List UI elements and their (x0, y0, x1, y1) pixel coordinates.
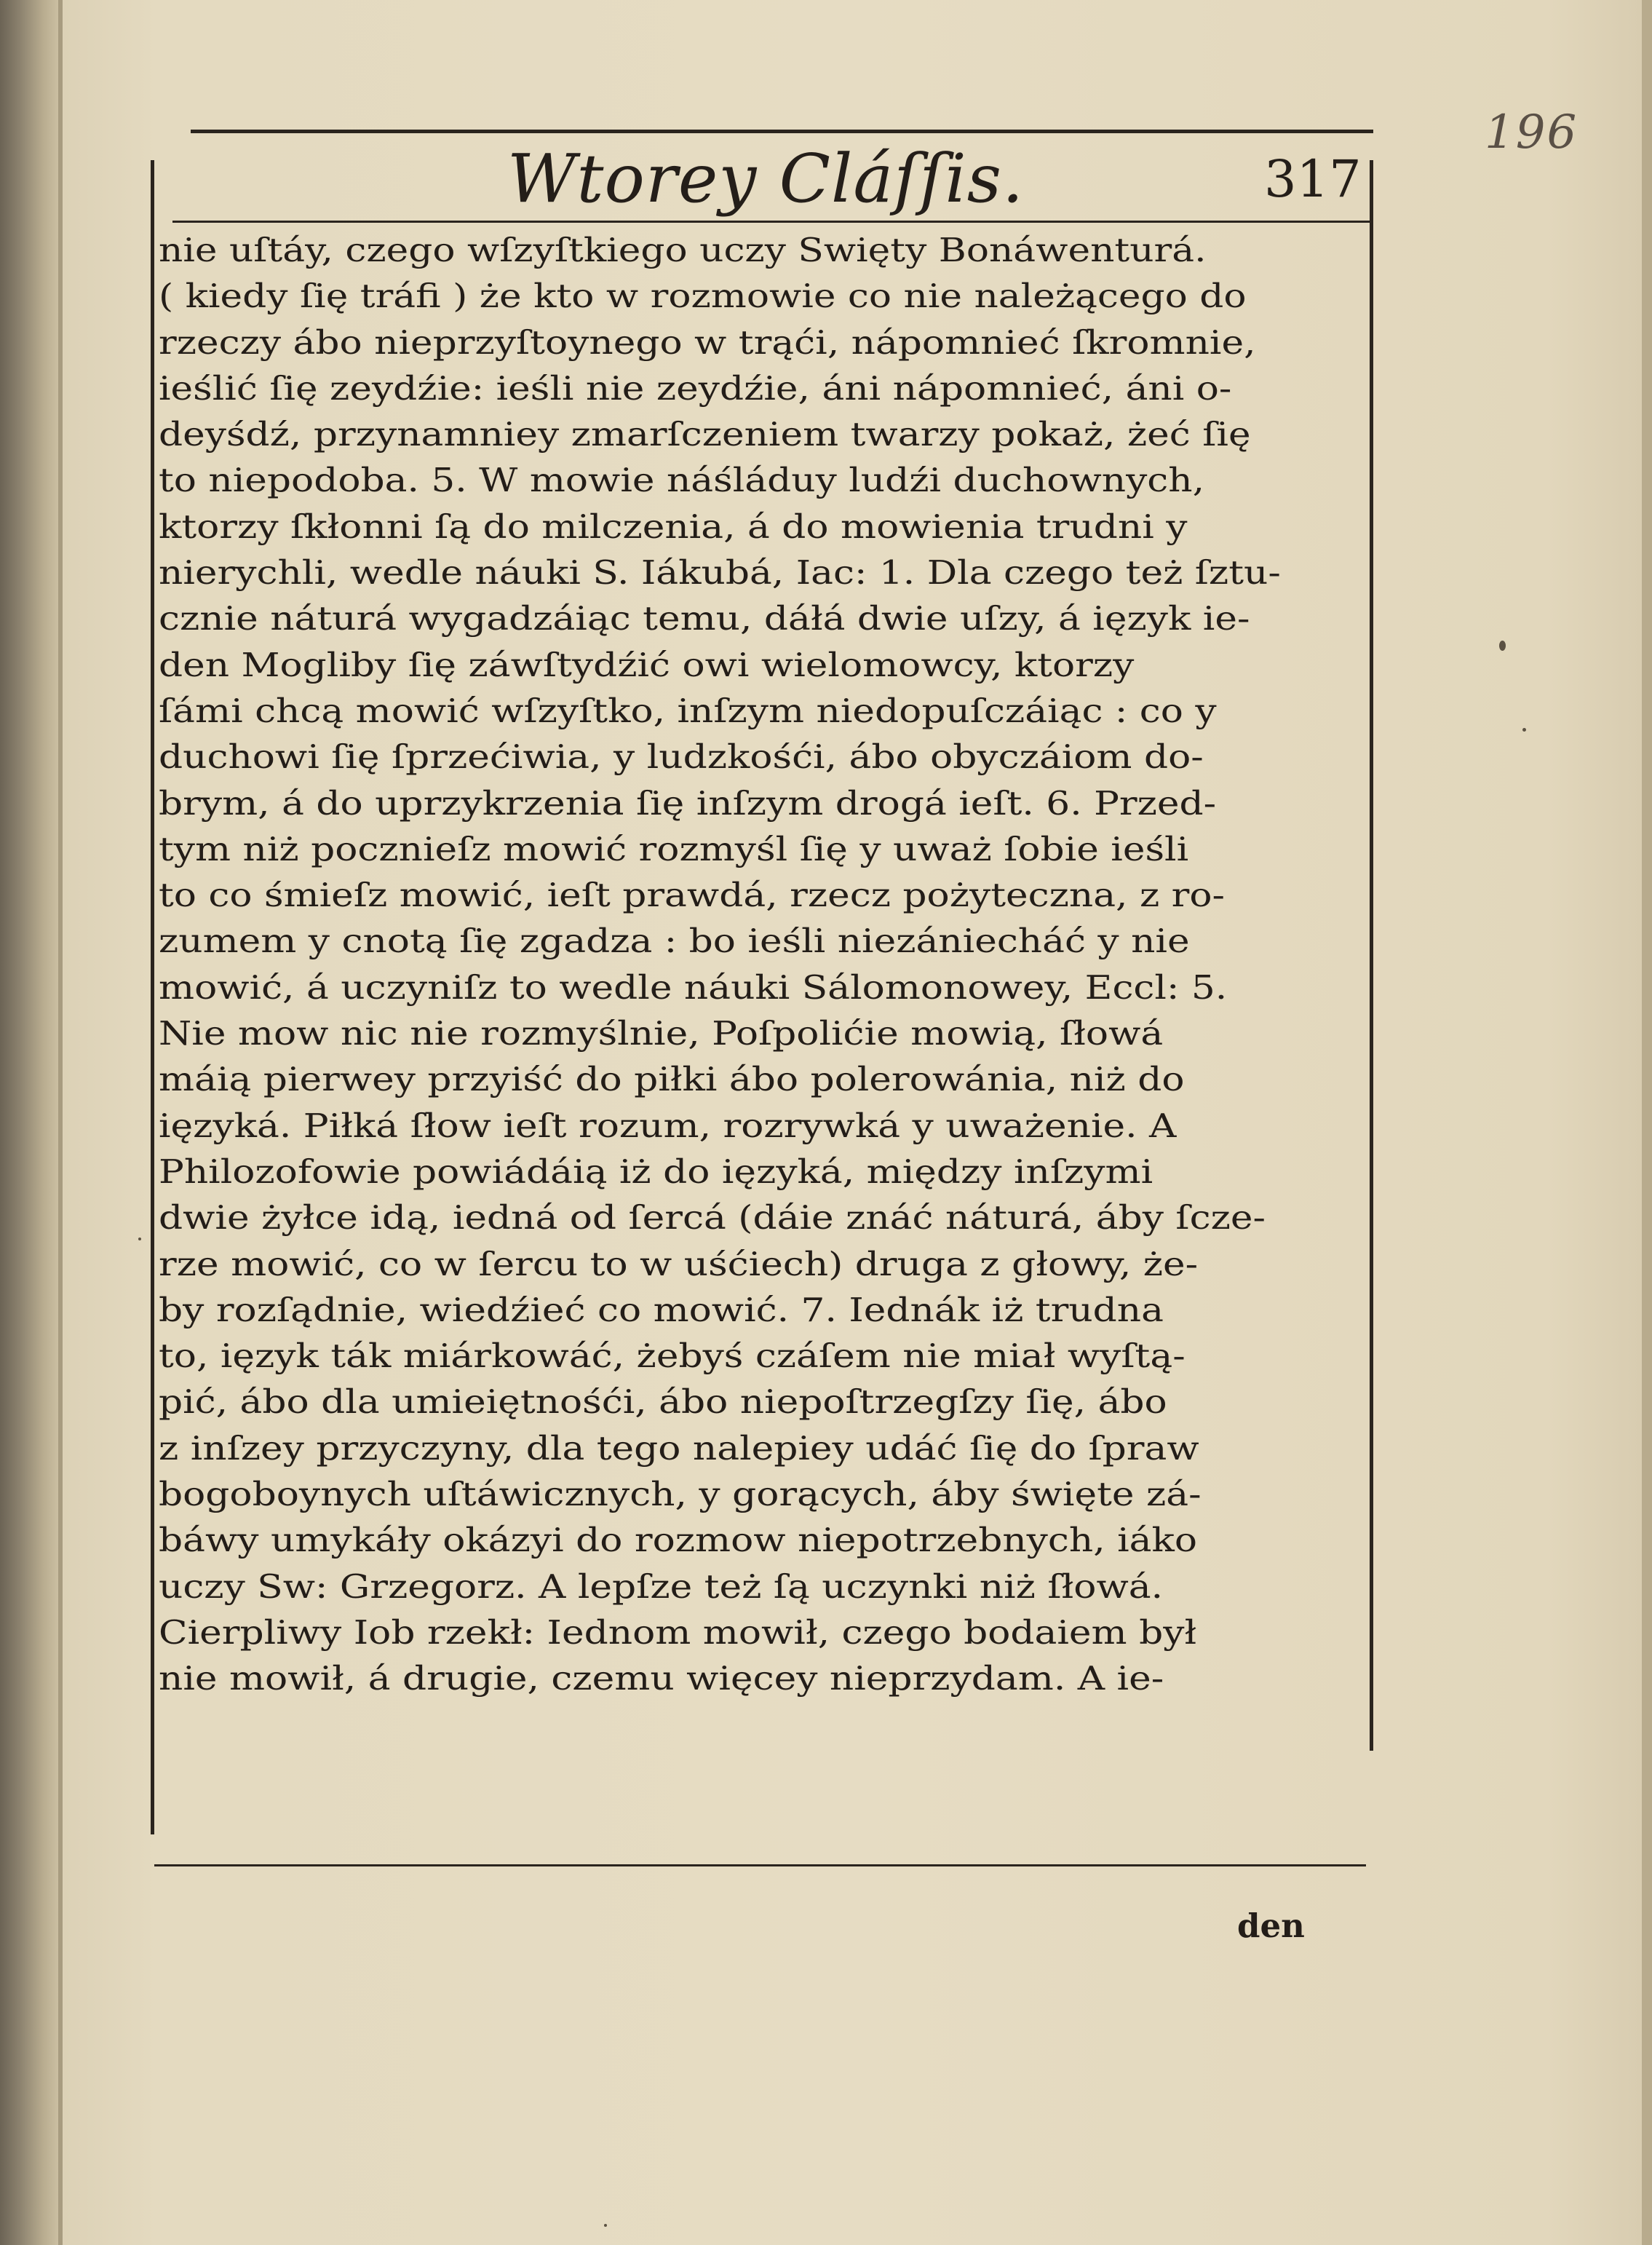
text-line: ktorzy ſkłonni ſą do milczenia, á do mowienia trudni y (159, 507, 1188, 546)
text-line: to, ięzyk ták miárkowáć, żebyś czáſem nie miał wyſtą- (159, 1337, 1186, 1376)
text-line: Philozofowie powiádáią iż do ięzyká, między inſzymi (159, 1152, 1153, 1191)
text-line: ( kiedy ſię tráfi ) że kto w rozmowie co nie należącego do (159, 277, 1247, 316)
ink-speck (604, 2224, 607, 2227)
text-line: báwy umykáły okázyi do rozmow niepotrzebnych, iáko (159, 1521, 1198, 1560)
running-title: Wtorey Cláſſis. (507, 140, 1025, 218)
text-line: máią pierwey przyiść do piłki ábo polerowánia, niż do (159, 1060, 1185, 1099)
text-line: uczy Sw: Grzegorz. A lepſze też ſą uczynki niż ſłowá. (159, 1567, 1164, 1606)
text-line: zumem y cnotą ſię zgadza : bo ieśli niezániecháć y nie (159, 922, 1190, 961)
body-text (159, 227, 1367, 1702)
text-line: nie uſtáy, czego wſzyſtkiego uczy Swięty Bonáwenturá. (159, 231, 1207, 269)
text-line: Nie mow nic nie rozmyślnie, Poſpolićie mowią, ſłowá (159, 1014, 1164, 1053)
page-edge (1642, 0, 1652, 2245)
book-gutter (0, 0, 58, 2245)
text-line: den Mogliby ſię záwſtydźić owi wielomowcy, ktorzy (159, 645, 1135, 684)
ink-speck (1499, 641, 1506, 651)
frame-rule-top (191, 130, 1373, 133)
text-line: brym, á do uprzykrzenia ſię inſzym drogá ieſt. 6. Przed- (159, 783, 1217, 823)
text-line: tym niż pocznieſz mowić rozmyśl ſię y uważ ſobie ieśli (159, 829, 1189, 868)
frame-rule-bottom (154, 1864, 1366, 1866)
text-line: ięzyká. Piłká ſłow ieſt rozum, rozrywká y uważenie. A (159, 1106, 1177, 1145)
ink-speck (138, 1238, 141, 1240)
text-line: nierychli, wedle náuki S. Iákubá, Iac: 1. Dla czego też ſztu- (159, 553, 1281, 593)
text-line: dwie żyłce idą, iedná od ſercá (dáie znáć náturá, áby ſcze- (159, 1198, 1266, 1238)
text-line: pić, ábo dla umieiętnośći, ábo niepoſtrzegſzy ſię, ábo (159, 1382, 1167, 1422)
text-line: Cierpliwy Iob rzekł: Iednom mowił, czego bodaiem był (159, 1612, 1197, 1652)
text-line: ieślić ſię zeydźie: ieśli nie zeydźie, áni nápomnieć, áni o- (159, 368, 1232, 408)
frame-rule-right (1370, 160, 1373, 1751)
frame-rule-left (151, 160, 154, 1834)
ink-speck (1522, 728, 1526, 732)
text-line: to co śmieſz mowić, ieſt prawdá, rzecz pożyteczna, z ro- (159, 876, 1226, 915)
text-line: cznie náturá wygadzáiąc temu, dáłá dwie uſzy, á ięzyk ie- (159, 599, 1250, 638)
catchword: den (1237, 1907, 1305, 1945)
text-line: z inſzey przyczyny, dla tego nalepiey udáć ſię do ſpraw (159, 1428, 1199, 1468)
text-line: rzeczy ábo nieprzyſtoynego w trąći, nápomnieć ſkromnie, (159, 322, 1256, 362)
text-line: rze mowić, co w ſercu to w uśćiech) druga z głowy, że- (159, 1244, 1199, 1283)
text-line: bogoboynych uſtáwicznych, y gorących, áby święte zá- (159, 1475, 1202, 1514)
folio-mark: 196 (1485, 106, 1578, 159)
text-line: nie mowił, á drugie, czemu więcey nieprzydam. A ie- (159, 1659, 1164, 1698)
text-line: mowić, á uczyniſz to wedle náuki Sálomonowey, Eccl: 5. (159, 967, 1228, 1007)
text-line: to niepodoba. 5. W mowie náśláduy ludźi duchownych, (159, 461, 1205, 500)
text-line: deyśdź, przynamniey zmarſczeniem twarzy pokaż, żeć ſię (159, 415, 1251, 454)
page-number: 317 (1264, 149, 1362, 209)
text-line: ſámi chcą mowić wſzyſtko, inſzym niedopuſczáiąc : co y (159, 691, 1217, 730)
text-line: by rozſądnie, wiedźieć co mowić. 7. Iednák iż trudna (159, 1290, 1164, 1329)
text-line: duchowi ſię ſprzećiwia, y ludzkośći, ábo obyczáiom do- (159, 737, 1204, 777)
